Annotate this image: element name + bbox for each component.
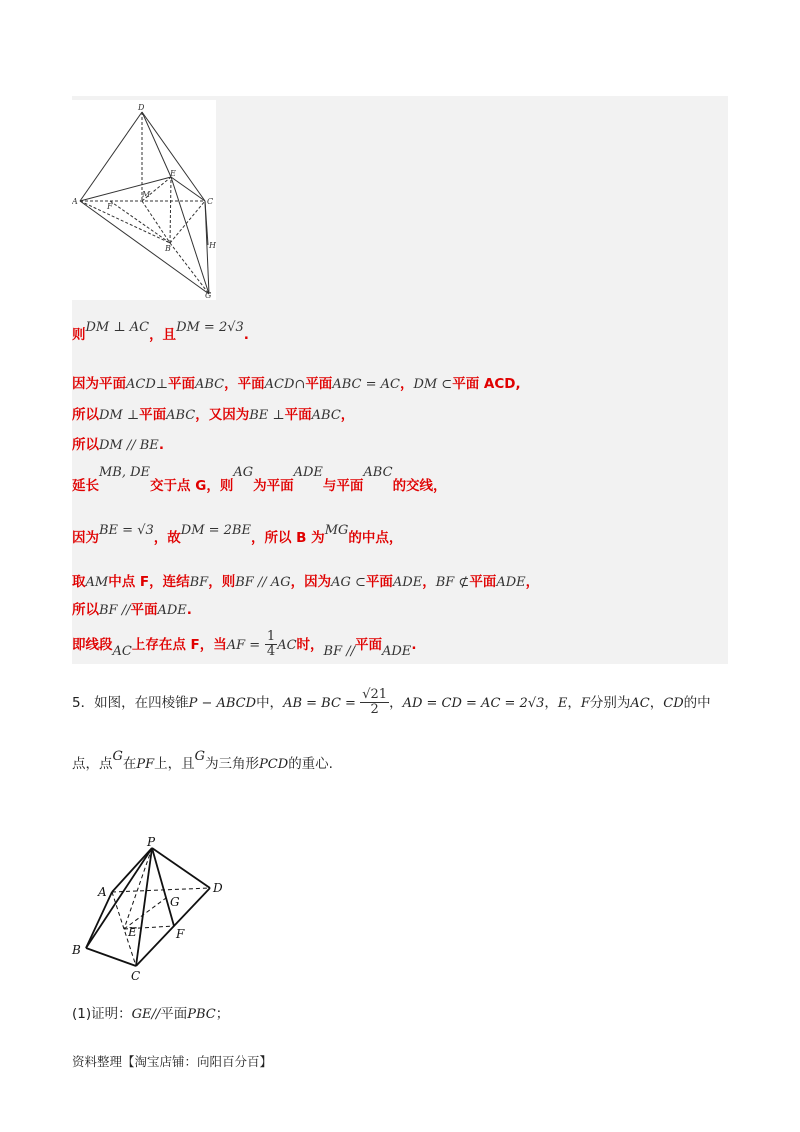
- math: BF //: [323, 643, 355, 659]
- solution-line-7: [72, 570, 539, 590]
- text: 平面: [130, 602, 158, 618]
- math: ADE: [293, 465, 323, 480]
- text: ，: [422, 574, 436, 590]
- text: 平面: [284, 407, 312, 423]
- text: 分别为: [589, 694, 631, 711]
- text: 平面: [355, 636, 382, 653]
- math: F: [580, 695, 590, 711]
- solution-line-1: [72, 320, 249, 343]
- text: 交于点 G，则: [150, 478, 234, 494]
- text: 延长: [72, 478, 99, 494]
- text: .: [186, 602, 192, 618]
- label-D: D: [213, 881, 223, 895]
- text: .: [411, 636, 417, 653]
- text: 即线段: [72, 636, 113, 653]
- text: ，又因为: [195, 407, 250, 423]
- numerator: 1: [266, 629, 276, 644]
- math: ACD: [264, 377, 295, 392]
- math: AG ⊂: [331, 575, 366, 590]
- math: BF // AG: [235, 575, 291, 590]
- pyramid-diagram: [70, 836, 240, 986]
- text: ，因为: [290, 574, 332, 590]
- text: 的重心.: [288, 756, 333, 772]
- math: DM = 2√3: [176, 320, 244, 335]
- text: 中，: [256, 694, 284, 711]
- math: E: [557, 695, 568, 711]
- denominator: 2: [370, 702, 379, 718]
- math: AD = CD = AC = 2√3: [402, 695, 545, 711]
- math: MG: [324, 523, 349, 538]
- math: AG: [233, 465, 254, 480]
- text: 因为平面: [72, 376, 126, 392]
- text: 平面: [160, 1006, 188, 1022]
- math: BF ⊄: [435, 575, 470, 590]
- math: GE//: [131, 1007, 161, 1022]
- label-F: F: [176, 927, 185, 941]
- text: 点，点: [72, 756, 113, 772]
- math: AC: [112, 643, 132, 659]
- label-E: E: [170, 169, 176, 178]
- text: ；: [215, 1006, 230, 1022]
- solution-line-8: [72, 598, 192, 618]
- label-C: C: [207, 197, 214, 206]
- fraction: [360, 688, 389, 718]
- solution-line-2: [72, 372, 521, 392]
- text: 中点 F，连结: [108, 574, 190, 590]
- math: AB = BC =: [283, 695, 356, 711]
- math: ADE: [157, 603, 187, 618]
- text: 为平面: [253, 478, 294, 494]
- math: ADE: [392, 575, 423, 590]
- text: 则: [72, 327, 86, 343]
- math: CD: [663, 695, 684, 711]
- label-D: D: [138, 103, 145, 112]
- math: BE = √3: [99, 523, 154, 538]
- math: BF //: [99, 603, 131, 618]
- text: ，: [544, 694, 558, 711]
- label-H: H: [209, 241, 216, 250]
- math: DM = 2BE: [180, 523, 251, 538]
- math: DM ⊥: [99, 408, 140, 423]
- tetrahedron-diagram: [72, 100, 216, 300]
- text: 平面: [305, 376, 333, 392]
- text: 因为: [72, 530, 99, 546]
- solution-line-9: [72, 630, 416, 660]
- math: ABC = AC: [332, 377, 400, 392]
- math: G: [194, 749, 206, 764]
- math: G: [112, 749, 123, 764]
- math: ABC: [311, 408, 341, 423]
- text: 上，且: [154, 756, 195, 772]
- text: ，: [525, 574, 540, 590]
- text: ，: [649, 694, 664, 711]
- text: ，所以 B 为: [250, 530, 325, 546]
- text: 所以: [72, 407, 99, 423]
- fraction: [265, 630, 277, 660]
- text: ，且: [149, 327, 177, 343]
- numerator: √21: [362, 687, 388, 702]
- label-P: P: [147, 836, 156, 849]
- math: ADE: [382, 643, 412, 659]
- text: 与平面: [322, 478, 364, 494]
- math: BF: [189, 575, 209, 590]
- text: ，平面: [224, 376, 265, 392]
- math: ACD: [126, 377, 156, 392]
- text: 平面: [365, 574, 393, 590]
- label-M: M: [142, 190, 151, 199]
- math: AC: [277, 637, 297, 653]
- math: PF: [136, 757, 155, 772]
- math: AF =: [226, 637, 261, 653]
- problem-5-line-1: [72, 688, 711, 718]
- text: ，则: [208, 574, 236, 590]
- denominator: 4: [266, 644, 276, 660]
- math: P − ABCD: [188, 695, 257, 711]
- figure-pyramid: [70, 836, 240, 986]
- text: ，故: [153, 530, 181, 546]
- math: ABC: [363, 465, 393, 480]
- text: ，: [340, 407, 355, 423]
- text: (1)证明：: [72, 1006, 132, 1022]
- text: 的交线，: [392, 478, 447, 494]
- text: 平面 ACD,: [452, 376, 521, 392]
- label-G: G: [205, 291, 212, 300]
- math: MB, DE: [99, 465, 151, 480]
- text: ，: [567, 694, 581, 711]
- math: PCD: [259, 757, 289, 772]
- text: 所以: [72, 602, 99, 618]
- text: 上存在点 F，当: [131, 636, 227, 653]
- text: ，: [389, 694, 403, 711]
- math: BE ⊥: [249, 408, 285, 423]
- label-F: F: [107, 202, 113, 211]
- text: .: [158, 437, 164, 453]
- label-B: B: [165, 244, 171, 253]
- problem-5-question-1: [72, 1002, 229, 1022]
- figure-tetrahedron: [72, 100, 216, 300]
- text: .: [243, 327, 249, 343]
- math: DM ⊂: [413, 377, 453, 392]
- math: ABC: [166, 408, 196, 423]
- footer-text: 资料整理【淘宝店铺：向阳百分百】: [72, 1054, 273, 1069]
- solution-line-6: [72, 523, 403, 546]
- math: PBC: [187, 1007, 216, 1022]
- math: ⊥: [155, 377, 168, 392]
- text: 时，: [296, 636, 324, 653]
- label-E: E: [128, 925, 137, 939]
- math: ADE: [496, 575, 526, 590]
- problem-5-line-2: [72, 749, 333, 772]
- text: 所以: [72, 437, 99, 453]
- math: DM // BE: [99, 438, 159, 453]
- label-C: C: [131, 969, 141, 983]
- text: 在: [122, 756, 137, 772]
- label-G: G: [170, 895, 180, 909]
- text: 的中点，: [348, 530, 403, 546]
- math: DM ⊥ AC: [85, 320, 150, 335]
- text: 平面: [139, 407, 167, 423]
- text: 为三角形: [205, 756, 260, 772]
- label-A: A: [72, 197, 78, 206]
- text: 平面: [168, 376, 195, 392]
- text: ，: [399, 376, 414, 392]
- solution-line-5: [72, 465, 447, 494]
- text: 的中: [683, 694, 711, 711]
- text: 取: [72, 574, 86, 590]
- math: AM: [85, 575, 109, 590]
- math: ∩: [294, 377, 306, 392]
- math: AC: [630, 695, 650, 711]
- solution-line-4: [72, 433, 164, 453]
- label-B: B: [72, 943, 81, 957]
- label-A: A: [98, 885, 107, 899]
- math: ABC: [195, 377, 225, 392]
- text: 5．如图，在四棱锥: [72, 694, 189, 711]
- text: 平面: [469, 574, 497, 590]
- solution-line-3: [72, 403, 354, 423]
